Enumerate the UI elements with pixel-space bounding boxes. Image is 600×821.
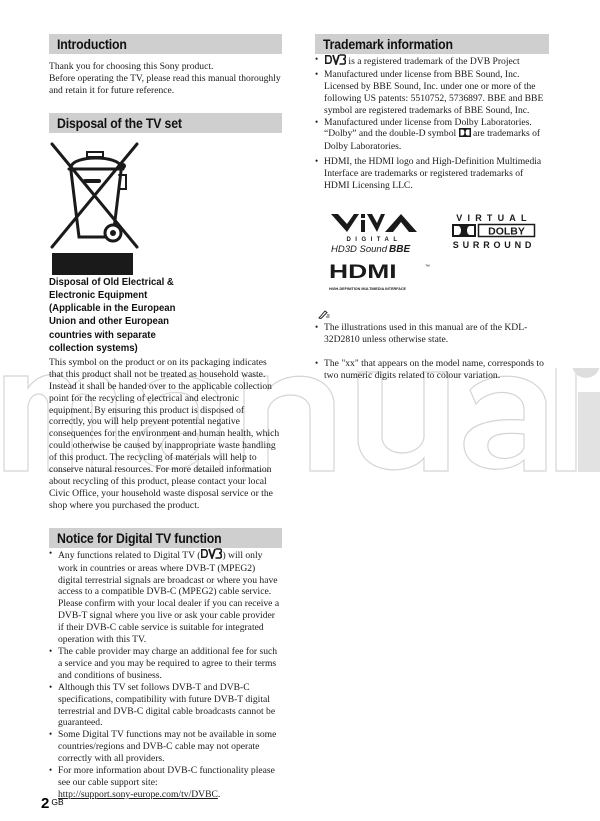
disposal-subheading: Disposal of Old Electrical & Electronic Equipment (Applicable in the European Union and other European countries with separate collection systems) xyxy=(49,276,176,354)
weee-date-bar xyxy=(52,253,133,275)
notice-list xyxy=(49,548,282,801)
svg-text:DOLBY: DOLBY xyxy=(488,225,525,238)
hdmi-logo xyxy=(329,262,433,297)
trademark-item: • Manufactured under license from Dolby Laboratories. “Dolby” and the double-D symbol are trademarks of Dolby Laboratories. xyxy=(315,117,549,154)
dvbc-support-link[interactable]: http://support.sony-europe.com/tv/DVBC xyxy=(58,788,218,800)
notes-section xyxy=(315,310,549,382)
trademark-list xyxy=(315,54,549,192)
weee-crossed-bin-icon xyxy=(49,141,141,276)
introduction-heading: Introduction xyxy=(49,34,282,54)
trademark-heading: Trademark information xyxy=(315,34,549,54)
region-code: GB xyxy=(51,797,64,807)
svg-text:VIRTUAL: VIRTUAL xyxy=(456,212,532,223)
introduction-paragraph-2: Before operating the TV, please read this manual thoroughly and retain it for future reference. xyxy=(49,72,281,96)
note-item: • The illustrations used in this manual are of the KDL-32D2810 unless otherwise state. xyxy=(315,322,549,346)
page-number: 2 $^{GB}$ xyxy=(41,795,64,812)
dvb-logo-icon xyxy=(324,54,346,69)
notes-list xyxy=(315,322,549,382)
notice-heading: Notice for Digital TV function xyxy=(49,528,282,548)
notice-item: • The cable provider may charge an additional fee for such a service and you may be required to agree to their terms and conditions of business. xyxy=(49,646,282,682)
notice-item: • Although this TV set follows DVB-T and DVB-C specifications, compatibility with future DVB-T digital terrestrial and DVB-C digital cable broadcasts cannot be guaranteed. xyxy=(49,682,282,730)
notice-item: • Any functions related to Digital TV ( ) will only work in countries or areas where DVB-T (MPEG2) digital terrestrial signals are broadcast or where you have access to a compatible DVB-C (MPEG2) cable service. Please confirm with your local dealer if you can receive a DVB-T signal where you live or ask your cable provider if their DVB-C cable service is suitable for integrated operation with this TV. xyxy=(49,548,282,646)
introduction-paragraph-1: Thank you for choosing this Sony product. xyxy=(49,61,214,72)
trademark-item: • is a registered trademark of the DVB Project xyxy=(315,54,549,69)
left-column xyxy=(49,34,282,801)
svg-text:™: ™ xyxy=(425,263,430,270)
svg-text:SURROUND: SURROUND xyxy=(452,239,536,250)
right-column xyxy=(315,34,549,382)
notice-item: • For more information about DVB-C functionality please see our cable support site: http://support.sony-europe.com/tv/DVBC. xyxy=(49,765,282,801)
note-item: • The "xx" that appears on the model name, corresponds to two numeric digits related to colour variation. xyxy=(315,358,549,382)
notice-item: • Some Digital TV functions may not be available in some countries/regions and DVB-C cable may not operate correctly with all providers. xyxy=(49,729,282,765)
svg-text:BBE: BBE xyxy=(389,243,411,254)
virtual-dolby-surround-logo xyxy=(451,212,537,255)
dolby-double-d-icon xyxy=(459,128,471,141)
trademark-item: • Manufactured under license from BBE Sound, Inc. Licensed by BBE Sound, Inc. under one or more of the following US patents: 5510752, 5736897. BBE and BBE symbol are registered trademarks of BBE Sound, Inc. xyxy=(315,69,549,117)
disposal-body: This symbol on the product or on its packaging indicates that this product shall not be treated as household waste. Instead it shall be handed over to the applicable collection point for the recycling of electrical and electronic equipment. By ensuring this product is disposed of correctly, you will help prevent potential negative consequences for the environment and human health, which could otherwise be caused by inappropriate waste handling of this product. The recycling of materials will help to conserve natural resources. For more detailed information about recycling of this product, please contact your local Civic Office, your household waste disposal service or the shop where you purchased the product. xyxy=(49,356,280,511)
svg-text:DIGITAL: DIGITAL xyxy=(346,236,402,243)
svg-text:HIGH-DEFINITION MULTIMEDIA INT: HIGH-DEFINITION MULTIMEDIA INTERFACE xyxy=(329,286,407,291)
svg-text:HD3D Sound: HD3D Sound xyxy=(331,243,387,254)
svg-text:HDMI: HDMI xyxy=(329,261,397,283)
trademark-logos xyxy=(315,200,549,298)
dvb-logo-icon xyxy=(200,548,222,563)
disposal-section xyxy=(49,141,282,512)
disposal-heading: Disposal of the TV set xyxy=(49,113,282,133)
viva-digital-bbe-logo xyxy=(329,212,419,259)
trademark-item: • HDMI, the HDMI logo and High-Definition Multimedia Interface are trademarks or registered trademarks of HDMI Licensing LLC. xyxy=(315,156,549,192)
pencil-note-icon xyxy=(318,310,549,322)
